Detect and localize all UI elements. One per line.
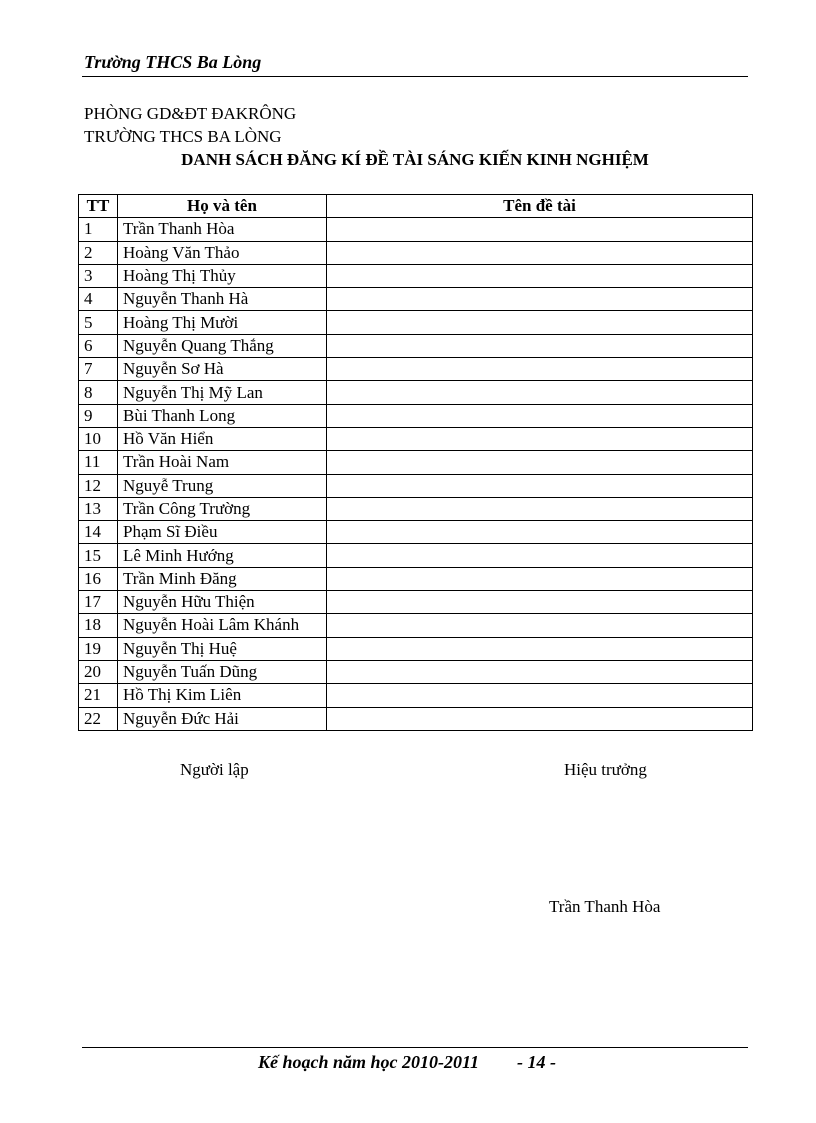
cell-tt: 18 bbox=[79, 614, 118, 637]
cell-topic bbox=[327, 288, 753, 311]
cell-topic bbox=[327, 497, 753, 520]
cell-name: Nguyễ Trung bbox=[118, 474, 327, 497]
table-row bbox=[79, 311, 753, 334]
cell-tt: 5 bbox=[79, 311, 118, 334]
cell-topic bbox=[327, 614, 753, 637]
cell-tt: 9 bbox=[79, 404, 118, 427]
cell-name: Hoàng Thị Thủy bbox=[118, 264, 327, 287]
table-row bbox=[79, 358, 753, 381]
table-row bbox=[79, 241, 753, 264]
table-row bbox=[79, 544, 753, 567]
cell-topic bbox=[327, 264, 753, 287]
cell-topic bbox=[327, 218, 753, 241]
cell-name: Trần Hoài Nam bbox=[118, 451, 327, 474]
table-row bbox=[79, 707, 753, 730]
cell-name: Bùi Thanh Long bbox=[118, 404, 327, 427]
table-row bbox=[79, 451, 753, 474]
cell-name: Trần Minh Đăng bbox=[118, 567, 327, 590]
cell-tt: 4 bbox=[79, 288, 118, 311]
table-row bbox=[79, 660, 753, 683]
cell-name: Hồ Văn Hiển bbox=[118, 427, 327, 450]
col-header-tt: TT bbox=[79, 195, 118, 218]
cell-tt: 2 bbox=[79, 241, 118, 264]
table-row bbox=[79, 427, 753, 450]
cell-name: Nguyễn Thanh Hà bbox=[118, 288, 327, 311]
cell-name: Lê Minh Hướng bbox=[118, 544, 327, 567]
cell-name: Nguyễn Quang Thắng bbox=[118, 334, 327, 357]
cell-tt: 11 bbox=[79, 451, 118, 474]
cell-topic bbox=[327, 567, 753, 590]
table-row bbox=[79, 288, 753, 311]
cell-topic bbox=[327, 474, 753, 497]
footer-divider bbox=[82, 1047, 748, 1048]
cell-topic bbox=[327, 637, 753, 660]
cell-topic bbox=[327, 521, 753, 544]
table-row bbox=[79, 381, 753, 404]
principal-name: Trần Thanh Hòa bbox=[549, 897, 661, 916]
org-school: TRƯỜNG THCS BA LÒNG bbox=[84, 127, 282, 146]
cell-topic bbox=[327, 591, 753, 614]
col-header-name: Họ và tên bbox=[118, 195, 327, 218]
table-row bbox=[79, 684, 753, 707]
cell-tt: 20 bbox=[79, 660, 118, 683]
cell-name: Phạm Sĩ Điều bbox=[118, 521, 327, 544]
cell-topic bbox=[327, 404, 753, 427]
table-row bbox=[79, 637, 753, 660]
document-title: DANH SÁCH ĐĂNG KÍ ĐỀ TÀI SÁNG KIẾN KINH NGHIỆM bbox=[181, 150, 649, 169]
table-row bbox=[79, 497, 753, 520]
org-department: PHÒNG GD&ĐT ĐAKRÔNG bbox=[84, 104, 297, 123]
cell-name: Nguyễn Tuấn Dũng bbox=[118, 660, 327, 683]
table-header-row bbox=[79, 195, 753, 218]
table-row bbox=[79, 334, 753, 357]
cell-tt: 12 bbox=[79, 474, 118, 497]
cell-tt: 19 bbox=[79, 637, 118, 660]
cell-topic bbox=[327, 660, 753, 683]
cell-topic bbox=[327, 311, 753, 334]
table-body bbox=[79, 218, 753, 731]
table-row bbox=[79, 474, 753, 497]
cell-name: Nguyễn Thị Mỹ Lan bbox=[118, 381, 327, 404]
table-row bbox=[79, 591, 753, 614]
cell-tt: 14 bbox=[79, 521, 118, 544]
table-row bbox=[79, 567, 753, 590]
col-header-topic: Tên đề tài bbox=[327, 195, 753, 218]
cell-topic bbox=[327, 358, 753, 381]
cell-tt: 21 bbox=[79, 684, 118, 707]
header-divider bbox=[82, 76, 748, 77]
footer-plan-text: Kế hoạch năm học 2010-2011 bbox=[258, 1052, 480, 1072]
cell-tt: 8 bbox=[79, 381, 118, 404]
cell-tt: 13 bbox=[79, 497, 118, 520]
cell-topic bbox=[327, 684, 753, 707]
cell-tt: 6 bbox=[79, 334, 118, 357]
cell-name: Hồ Thị Kim Liên bbox=[118, 684, 327, 707]
cell-tt: 7 bbox=[79, 358, 118, 381]
running-header-school: Trường THCS Ba Lòng bbox=[84, 52, 262, 72]
cell-tt: 3 bbox=[79, 264, 118, 287]
cell-topic bbox=[327, 334, 753, 357]
table-row bbox=[79, 521, 753, 544]
cell-name: Trần Thanh Hòa bbox=[118, 218, 327, 241]
cell-name: Nguyễn Hữu Thiện bbox=[118, 591, 327, 614]
registration-table bbox=[78, 194, 753, 731]
cell-tt: 17 bbox=[79, 591, 118, 614]
cell-name: Hoàng Thị Mười bbox=[118, 311, 327, 334]
cell-tt: 1 bbox=[79, 218, 118, 241]
cell-topic bbox=[327, 544, 753, 567]
preparer-signature-label: Người lập bbox=[180, 760, 249, 779]
running-footer bbox=[258, 1052, 556, 1073]
cell-name: Trần Công Trường bbox=[118, 497, 327, 520]
cell-topic bbox=[327, 427, 753, 450]
cell-topic bbox=[327, 241, 753, 264]
cell-topic bbox=[327, 707, 753, 730]
cell-tt: 16 bbox=[79, 567, 118, 590]
cell-name: Nguyễn Đức Hải bbox=[118, 707, 327, 730]
cell-name: Nguyễn Thị Huệ bbox=[118, 637, 327, 660]
cell-topic bbox=[327, 381, 753, 404]
table-row bbox=[79, 218, 753, 241]
cell-tt: 15 bbox=[79, 544, 118, 567]
cell-tt: 22 bbox=[79, 707, 118, 730]
principal-signature-label: Hiệu trưởng bbox=[564, 760, 647, 779]
cell-tt: 10 bbox=[79, 427, 118, 450]
page-number: - 14 - bbox=[517, 1052, 557, 1072]
cell-name: Nguyễn Hoài Lâm Khánh bbox=[118, 614, 327, 637]
cell-topic bbox=[327, 451, 753, 474]
cell-name: Nguyễn Sơ Hà bbox=[118, 358, 327, 381]
table-row bbox=[79, 404, 753, 427]
table-row bbox=[79, 614, 753, 637]
cell-name: Hoàng Văn Thảo bbox=[118, 241, 327, 264]
table-row bbox=[79, 264, 753, 287]
